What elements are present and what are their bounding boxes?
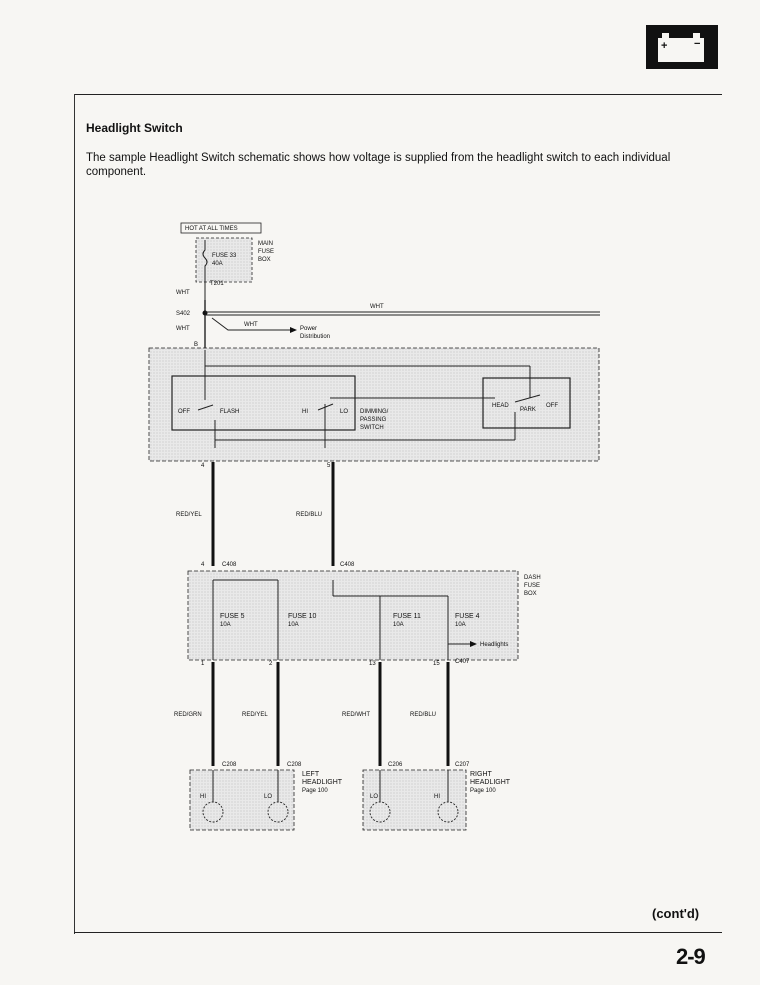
right-hi-label: HI <box>434 794 440 800</box>
dash-fuse-box-label-1: DASH <box>524 575 541 581</box>
dash-fuse-box-label-2: FUSE <box>524 583 541 589</box>
pin-13-label: 13 <box>369 661 376 667</box>
t201-label: T201 <box>210 281 224 287</box>
c407-label: C407 <box>455 659 470 665</box>
fuse5-label: FUSE 5 <box>220 613 245 620</box>
red-blu-label-1: RED/BLU <box>296 512 323 518</box>
red-grn-label: RED/GRN <box>174 712 202 718</box>
section-title: Headlight Switch <box>86 121 183 135</box>
park-label: PARK <box>520 407 536 413</box>
dimming-switch-label-3: SWITCH <box>360 425 384 431</box>
c208-label-2: C208 <box>287 762 302 768</box>
off2-label: OFF <box>546 403 558 409</box>
wht-label-2: WHT <box>370 304 384 310</box>
fuse33-label: FUSE 33 <box>212 253 237 259</box>
red-blu-label-2: RED/BLU <box>410 712 437 718</box>
c206-label: C206 <box>388 762 403 768</box>
c207-label: C207 <box>455 762 470 768</box>
pin-4b-label: 4 <box>201 562 205 568</box>
flash-label: FLASH <box>220 409 240 415</box>
power-dist-label-2: Distribution <box>300 334 331 340</box>
left-headlight-label-3: Page 100 <box>302 788 328 794</box>
red-yel-label-1: RED/YEL <box>176 512 202 518</box>
pin-5-label: 5 <box>327 463 331 469</box>
red-wht-label: RED/WHT <box>342 712 370 718</box>
wht-label-4: WHT <box>176 326 190 332</box>
main-fuse-box-label-1: MAIN <box>258 241 273 247</box>
c408-label-1: C408 <box>222 562 237 568</box>
wht-label-1: WHT <box>176 290 190 296</box>
red-yel-label-2: RED/YEL <box>242 712 268 718</box>
fuse11-amp: 10A <box>393 622 404 628</box>
left-headlight-label-1: LEFT <box>302 771 320 778</box>
dimming-switch-label-1: DIMMING/ <box>360 409 389 415</box>
power-dist-label-1: Power <box>300 326 318 332</box>
dimming-switch-label-2: PASSING <box>360 417 387 423</box>
intro-text: The sample Headlight Switch schematic shows how voltage is supplied from the headlight switch to each individual component. <box>86 152 671 178</box>
pin-1-label: 1 <box>201 661 205 667</box>
fuse5-amp: 10A <box>220 622 231 628</box>
pin-2-label: 2 <box>269 661 273 667</box>
continued-label: (cont'd) <box>652 906 700 921</box>
fuse10-amp: 10A <box>288 622 299 628</box>
fuse4-amp: 10A <box>455 622 466 628</box>
fuse4-label: FUSE 4 <box>455 613 480 620</box>
fuse10-label: FUSE 10 <box>288 613 317 620</box>
fuse11-label: FUSE 11 <box>393 613 421 620</box>
left-lo-label: LO <box>264 794 273 800</box>
left-hi-label: HI <box>200 794 206 800</box>
hot-at-all-times-label: HOT AT ALL TIMES <box>185 226 238 232</box>
left-headlight-label-2: HEADLIGHT <box>302 779 343 786</box>
pin-4-label: 4 <box>201 463 205 469</box>
fuse33-amp: 40A <box>212 261 223 267</box>
right-headlight-label-3: Page 100 <box>470 788 496 794</box>
page-number: 2-9 <box>676 944 705 969</box>
c208-label-1: C208 <box>222 762 237 768</box>
head-label: HEAD <box>492 403 509 409</box>
right-headlight-label-2: HEADLIGHT <box>470 779 511 786</box>
dash-fuse-box-label-3: BOX <box>524 591 537 597</box>
lo-label: LO <box>340 409 349 415</box>
wht-label-3: WHT <box>244 322 258 328</box>
pin-15-label: 15 <box>433 661 440 667</box>
main-fuse-box-label-2: FUSE <box>258 249 275 255</box>
right-headlight-label-1: RIGHT <box>470 771 492 778</box>
svg-text:+: + <box>661 40 668 52</box>
s402-label: S402 <box>176 311 191 317</box>
main-fuse-box-label-3: BOX <box>258 257 271 263</box>
c408-label-2: C408 <box>340 562 355 568</box>
headlights-label: Headlights <box>480 642 509 648</box>
off-label: OFF <box>178 409 190 415</box>
right-lo-label: LO <box>370 794 379 800</box>
svg-text:−: − <box>694 38 701 50</box>
hi-label: HI <box>302 409 308 415</box>
pin-b-label: B <box>194 342 199 348</box>
